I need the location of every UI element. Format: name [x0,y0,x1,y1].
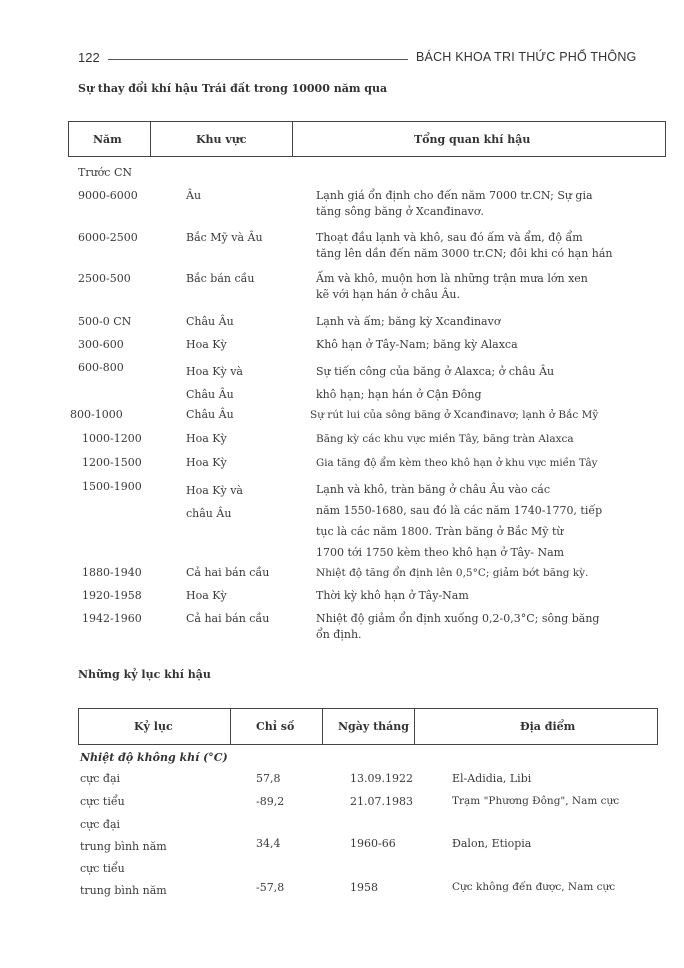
row-region: Châu Âu [186,408,234,421]
row-region: Hoa Kỳ [186,456,227,469]
row-region: Hoa Kỳ và Châu Âu [186,365,243,401]
column-divider [414,708,415,744]
record-date: 1958 [350,881,378,894]
column-divider [292,121,293,156]
row-year: 6000-2500 [78,231,138,244]
column-header-year: Năm [93,133,122,146]
record-value: 57,8 [256,772,281,785]
record-value: -89,2 [256,795,285,808]
row-year: 600-800 [78,361,124,374]
record-date: 1960-66 [350,837,396,850]
book-title: BÁCH KHOA TRI THỨC PHỔ THÔNG [416,50,637,64]
record-value: 34,4 [256,837,281,850]
row-year: 1000-1200 [82,432,142,445]
column-header-summary: Tổng quan khí hậu [414,133,531,146]
header-rule [108,59,408,60]
row-year: 9000-6000 [78,189,138,202]
row-region: Hoa Kỳ [186,432,227,445]
record-name: cực tiểu [80,795,125,808]
record-name: cực đại trung bình năm [80,818,167,853]
column-header-value: Chỉ số [256,720,295,733]
row-year: 1880-1940 [82,566,142,579]
row-region: Cả hai bán cầu [186,612,270,625]
column-header-region: Khu vực [196,133,247,146]
row-year: 800-1000 [70,408,123,421]
row-summary: Sự tiến công của băng ở Alaxca; ở châu Âu khô hạn; hạn hán ở Cận Đông [316,365,555,401]
row-region: Bắc Mỹ và Âu [186,231,263,244]
row-region: Hoa Kỳ và châu Âu [186,484,243,520]
row-year: 1500-1900 [82,480,142,493]
record-date: 21.07.1983 [350,795,413,808]
row-summary: Gia tăng độ ẩm kèm theo khô hạn ở khu vực miền Tây [316,457,598,469]
page-number: 122 [78,50,100,65]
row-summary: Lạnh và ấm; băng kỳ Xcanđinavơ [316,315,501,328]
record-date: 13.09.1922 [350,772,413,785]
row-summary: Băng kỳ các khu vực miền Tây, băng tràn Alaxca [316,433,574,445]
column-divider [150,121,151,156]
record-name: cực tiểu trung bình năm [80,862,167,897]
row-region: Hoa Kỳ [186,589,227,602]
row-summary: Ấm và khô, muộn hơn là những trận mưa lớn xen kẽ với hạn hán ở châu Âu. [316,272,588,301]
column-header-record: Kỷ lục [134,720,173,733]
row-summary: Sự rút lui của sông băng ở Xcanđinavơ; lạnh ở Bắc Mỹ [310,409,599,421]
climate-table-header [68,121,666,157]
row-summary: Lạnh và khô, tràn băng ở châu Âu vào các năm 1550-1680, sau đó là các năm 1740-1770, tiếp tục là các năm 1800. Tràn băng ở Bắc Mỹ từ 1700 tới 1750 kèm theo khô hạn ở Tây- Nam [316,483,603,559]
row-summary: Lạnh giá ổn định cho đến năm 7000 tr.CN; Sự gia tăng sông băng ở Xcanđinavơ. [316,189,593,218]
record-place: El-Adidia, Libi [452,772,532,785]
column-header-date: Ngày tháng [338,720,409,733]
record-place: Đalon, Etiopia [452,837,532,850]
row-year: 1942-1960 [82,612,142,625]
row-region: Cả hai bán cầu [186,566,270,579]
row-summary: Thời kỳ khô hạn ở Tây-Nam [316,589,469,602]
era-label: Trước CN [78,166,133,179]
row-summary: Thoạt đầu lạnh và khô, sau đó ấm và ẩm, độ ẩm tăng lên dần đến năm 3000 tr.CN; đôi khi có hạn hán [316,231,613,260]
records-title: Những kỷ lục khí hậu [78,668,211,681]
column-divider [230,708,231,744]
record-place: Cực không đến được, Nam cực [452,881,616,893]
row-year: 1920-1958 [82,589,142,602]
column-divider [322,708,323,744]
row-year: 500-0 CN [78,315,132,328]
row-region: Châu Âu [186,315,234,328]
column-header-place: Địa điểm [520,720,576,733]
record-place: Trạm "Phương Đông", Nam cực [452,795,620,807]
row-year: 1200-1500 [82,456,142,469]
row-year: 2500-500 [78,272,131,285]
record-value: -57,8 [256,881,285,894]
row-summary: Nhiệt độ tăng ổn định lên 0,5°C; giảm bớt băng kỳ. [316,567,589,579]
climate-change-title: Sự thay đổi khí hậu Trái đất trong 10000 năm qua [78,82,388,95]
row-summary: Khô hạn ở Tây-Nam; băng kỳ Alaxca [316,338,518,351]
row-region: Âu [186,189,202,202]
row-summary: Nhiệt độ giảm ổn định xuống 0,2-0,3°C; sông băng ổn định. [316,612,600,641]
record-name: cực đại [80,772,121,785]
row-year: 300-600 [78,338,124,351]
row-region: Bắc bán cầu [186,272,255,285]
row-region: Hoa Kỳ [186,338,227,351]
records-category: Nhiệt độ không khí (°C) [80,751,228,764]
